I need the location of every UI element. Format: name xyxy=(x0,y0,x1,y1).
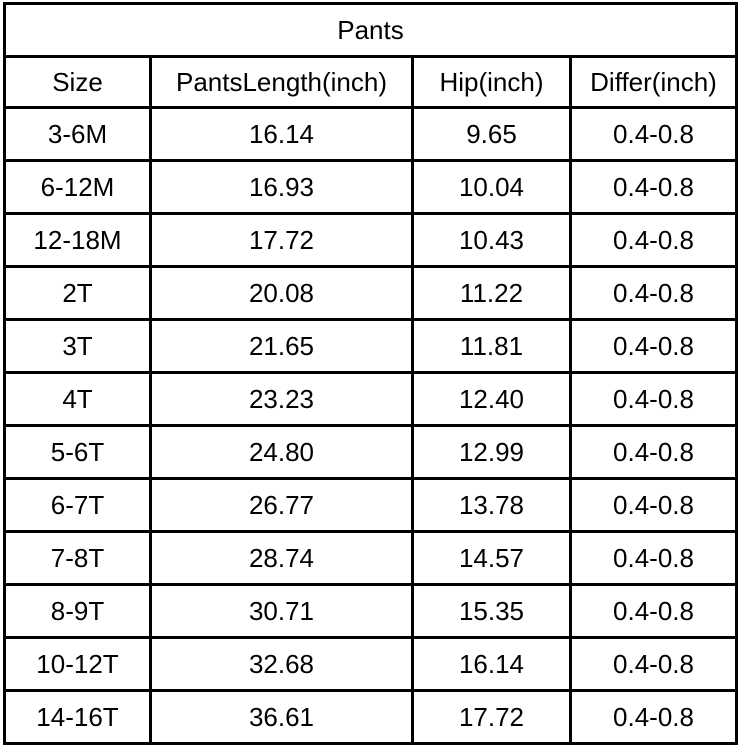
table-row xyxy=(5,426,737,479)
cell-hip: 12.40 xyxy=(413,373,571,426)
cell-differ: 0.4-0.8 xyxy=(571,691,737,744)
table-row xyxy=(5,161,737,214)
cell-differ: 0.4-0.8 xyxy=(571,320,737,373)
cell-pants-length: 16.93 xyxy=(151,161,413,214)
cell-pants-length: 26.77 xyxy=(151,479,413,532)
table-row xyxy=(5,373,737,426)
table-row xyxy=(5,214,737,267)
cell-differ: 0.4-0.8 xyxy=(571,373,737,426)
cell-pants-length: 23.23 xyxy=(151,373,413,426)
table-title-row xyxy=(5,4,737,57)
table-body xyxy=(5,108,737,744)
cell-size: 6-12M xyxy=(5,161,151,214)
table-row xyxy=(5,267,737,320)
cell-differ: 0.4-0.8 xyxy=(571,638,737,691)
cell-size: 10-12T xyxy=(5,638,151,691)
cell-hip: 9.65 xyxy=(413,108,571,161)
cell-size: 3T xyxy=(5,320,151,373)
table-row xyxy=(5,320,737,373)
cell-differ: 0.4-0.8 xyxy=(571,585,737,638)
cell-size: 2T xyxy=(5,267,151,320)
cell-hip: 16.14 xyxy=(413,638,571,691)
table-row xyxy=(5,585,737,638)
table-row xyxy=(5,638,737,691)
cell-hip: 17.72 xyxy=(413,691,571,744)
column-header-pants-length: PantsLength(inch) xyxy=(151,57,413,108)
cell-pants-length: 30.71 xyxy=(151,585,413,638)
cell-pants-length: 16.14 xyxy=(151,108,413,161)
table-row xyxy=(5,479,737,532)
cell-size: 6-7T xyxy=(5,479,151,532)
pants-size-chart-table xyxy=(3,2,738,745)
cell-differ: 0.4-0.8 xyxy=(571,426,737,479)
cell-size: 4T xyxy=(5,373,151,426)
cell-pants-length: 32.68 xyxy=(151,638,413,691)
cell-differ: 0.4-0.8 xyxy=(571,479,737,532)
cell-hip: 15.35 xyxy=(413,585,571,638)
cell-size: 12-18M xyxy=(5,214,151,267)
cell-pants-length: 24.80 xyxy=(151,426,413,479)
table-title: Pants xyxy=(5,4,737,57)
cell-differ: 0.4-0.8 xyxy=(571,108,737,161)
column-header-size: Size xyxy=(5,57,151,108)
cell-pants-length: 28.74 xyxy=(151,532,413,585)
table-row xyxy=(5,532,737,585)
cell-hip: 11.22 xyxy=(413,267,571,320)
cell-pants-length: 20.08 xyxy=(151,267,413,320)
cell-hip: 12.99 xyxy=(413,426,571,479)
cell-size: 5-6T xyxy=(5,426,151,479)
cell-size: 7-8T xyxy=(5,532,151,585)
cell-hip: 13.78 xyxy=(413,479,571,532)
column-header-differ: Differ(inch) xyxy=(571,57,737,108)
cell-hip: 10.04 xyxy=(413,161,571,214)
cell-differ: 0.4-0.8 xyxy=(571,214,737,267)
cell-hip: 14.57 xyxy=(413,532,571,585)
cell-hip: 10.43 xyxy=(413,214,571,267)
cell-pants-length: 21.65 xyxy=(151,320,413,373)
cell-differ: 0.4-0.8 xyxy=(571,161,737,214)
cell-size: 14-16T xyxy=(5,691,151,744)
table-header-row xyxy=(5,57,737,108)
cell-size: 8-9T xyxy=(5,585,151,638)
cell-pants-length: 36.61 xyxy=(151,691,413,744)
cell-pants-length: 17.72 xyxy=(151,214,413,267)
cell-differ: 0.4-0.8 xyxy=(571,267,737,320)
cell-differ: 0.4-0.8 xyxy=(571,532,737,585)
cell-size: 3-6M xyxy=(5,108,151,161)
column-header-hip: Hip(inch) xyxy=(413,57,571,108)
cell-hip: 11.81 xyxy=(413,320,571,373)
table-row xyxy=(5,108,737,161)
